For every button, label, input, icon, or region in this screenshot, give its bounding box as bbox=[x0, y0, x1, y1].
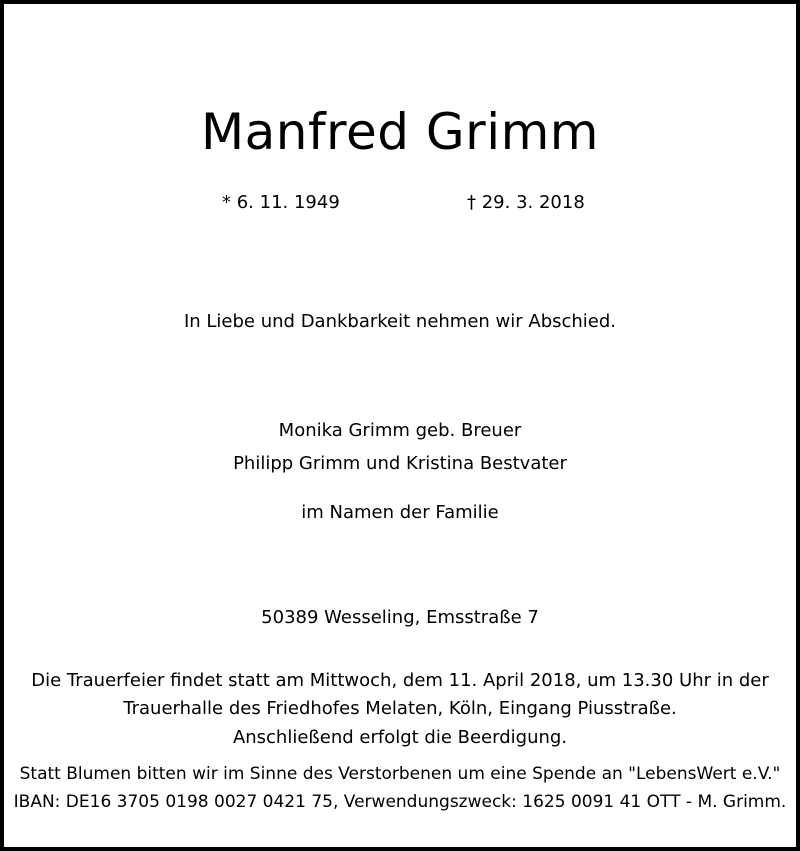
donation-bank-details: IBAN: DE16 3705 0198 0027 0421 75, Verwendungszweck: 1625 0091 41 OTT - M. Grimm. bbox=[13, 792, 787, 812]
mourning-address: 50389 Wesseling, Emsstraße 7 bbox=[261, 607, 539, 628]
farewell-text: In Liebe und Dankbarkeit nehmen wir Abschied. bbox=[183, 311, 617, 332]
deceased-name: Manfred Grimm bbox=[200, 103, 600, 161]
service-info-line: Anschließend erfolgt die Beerdigung. bbox=[232, 727, 568, 748]
service-info-line: Trauerhalle des Friedhofes Melaten, Köln, Eingang Piusstraße. bbox=[123, 698, 677, 719]
service-info-line: Die Trauerfeier findet statt am Mittwoch, dem 11. April 2018, um 13.30 Uhr in der bbox=[31, 670, 769, 691]
family-line: im Namen der Familie bbox=[301, 502, 499, 523]
death-date: † 29. 3. 2018 bbox=[467, 192, 585, 213]
donation-request-line: Statt Blumen bitten wir im Sinne des Verstorbenen um eine Spende an "LebensWert e.V." bbox=[19, 764, 781, 784]
birth-date: * 6. 11. 1949 bbox=[222, 192, 340, 213]
mourner-name: Monika Grimm geb. Breuer bbox=[278, 420, 522, 441]
mourner-name: Philipp Grimm und Kristina Bestvater bbox=[233, 453, 567, 474]
